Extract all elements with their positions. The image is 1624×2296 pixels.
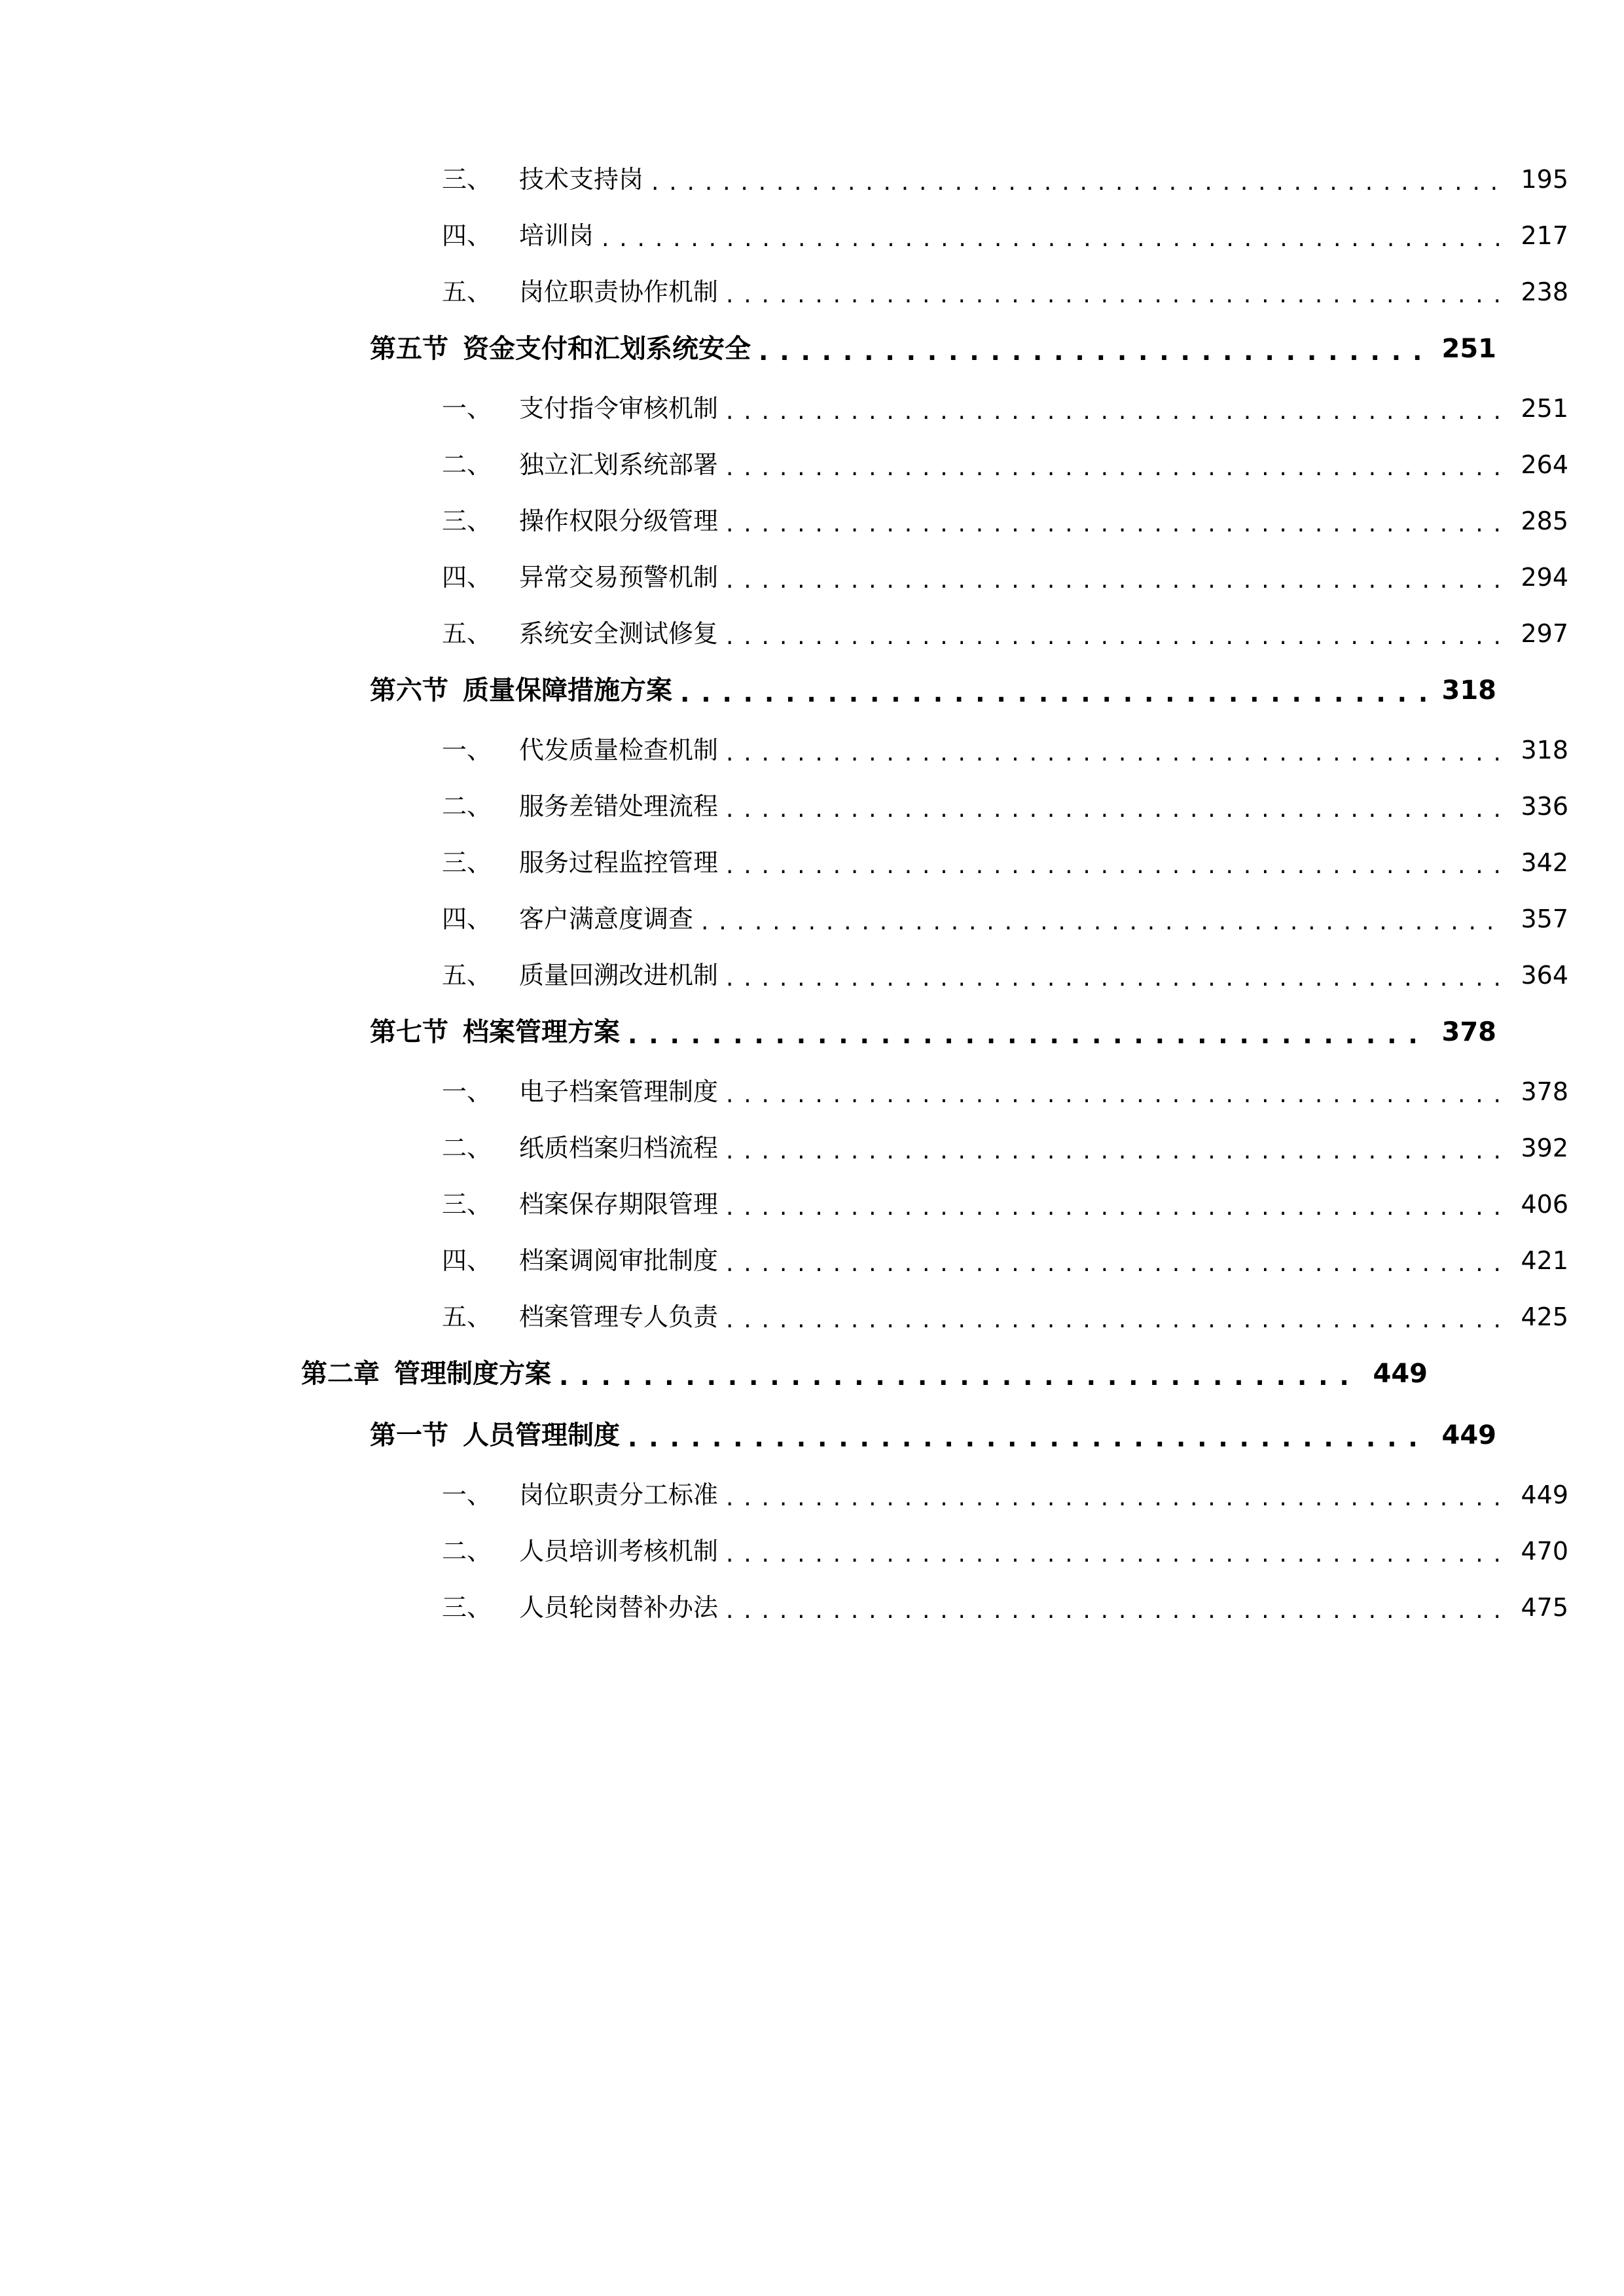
- toc-entry-number: 三、: [442, 1190, 492, 1219]
- toc-entry-page-number: 264: [1521, 450, 1568, 479]
- toc-entry-page-number: 318: [1441, 675, 1496, 706]
- toc-entry-page-number: 336: [1521, 792, 1568, 821]
- toc-leader-dots: [726, 964, 1502, 988]
- toc-leader-dots: [701, 908, 1502, 931]
- toc-entry[interactable]: [301, 167, 1568, 192]
- toc-entry-title: 电子档案管理制度: [519, 1077, 719, 1106]
- toc-leader-dots: [726, 281, 1502, 304]
- toc-entry-page-number: 425: [1521, 1302, 1568, 1331]
- toc-leader-dots: [726, 1540, 1502, 1564]
- toc-entry-title: 资金支付和汇划系统安全: [463, 334, 751, 364]
- toc-leader-dots: [726, 852, 1502, 875]
- toc-entry[interactable]: [301, 1539, 1568, 1564]
- toc-entry-title: 服务差错处理流程: [519, 792, 719, 821]
- toc-entry[interactable]: [301, 1248, 1568, 1273]
- toc-entry-page-number: 251: [1521, 394, 1568, 423]
- toc-entry-number: 四、: [442, 221, 492, 250]
- table-of-contents: [301, 165, 1568, 1622]
- toc-entry-title: 独立汇划系统部署: [519, 450, 719, 479]
- toc-entry[interactable]: [301, 1019, 1496, 1045]
- toc-entry-title: 质量保障措施方案: [463, 675, 672, 706]
- toc-entry-number: 二、: [442, 1537, 492, 1566]
- toc-entry[interactable]: [301, 452, 1568, 477]
- toc-entry-number: 四、: [442, 563, 492, 592]
- toc-leader-dots: [759, 337, 1430, 362]
- toc-leader-dots: [726, 397, 1502, 421]
- toc-entry-number: 四、: [442, 905, 492, 933]
- toc-entry-page-number: 342: [1521, 848, 1568, 877]
- toc-entry-number: 一、: [442, 394, 492, 423]
- toc-entry-page-number: 378: [1441, 1017, 1496, 1047]
- toc-leader-dots: [726, 1596, 1502, 1620]
- toc-entry-number: 第一节: [370, 1420, 448, 1450]
- toc-entry-title: 人员培训考核机制: [519, 1537, 719, 1566]
- toc-entry-page-number: 318: [1521, 736, 1568, 764]
- toc-leader-dots: [726, 454, 1502, 477]
- toc-leader-dots: [726, 1484, 1502, 1507]
- toc-entry-number: 第二章: [301, 1359, 380, 1389]
- toc-entry-number: 五、: [442, 961, 492, 990]
- toc-entry-page-number: 297: [1521, 619, 1568, 648]
- toc-leader-dots: [726, 622, 1502, 646]
- toc-entry-title: 岗位职责分工标准: [519, 1480, 719, 1509]
- toc-entry-number: 三、: [442, 848, 492, 877]
- toc-entry-title: 培训岗: [519, 221, 594, 250]
- toc-leader-dots: [680, 679, 1430, 704]
- toc-entry[interactable]: [301, 1595, 1568, 1620]
- toc-leader-dots: [651, 168, 1502, 192]
- toc-entry-page-number: 475: [1521, 1593, 1568, 1622]
- toc-entry-title: 档案管理方案: [463, 1017, 620, 1047]
- toc-entry-number: 二、: [442, 792, 492, 821]
- toc-entry-number: 第五节: [370, 334, 448, 364]
- toc-entry-number: 五、: [442, 619, 492, 648]
- toc-entry[interactable]: [301, 336, 1496, 362]
- toc-entry[interactable]: [301, 279, 1568, 304]
- toc-entry-page-number: 357: [1521, 905, 1568, 933]
- toc-entry[interactable]: [301, 621, 1568, 646]
- toc-entry-number: 第七节: [370, 1017, 448, 1047]
- toc-entry[interactable]: [301, 1482, 1568, 1507]
- toc-leader-dots: [726, 795, 1502, 819]
- toc-leader-dots: [726, 566, 1502, 590]
- toc-entry-page-number: 421: [1521, 1246, 1568, 1275]
- toc-entry-title: 服务过程监控管理: [519, 848, 719, 877]
- toc-entry[interactable]: [301, 1422, 1496, 1448]
- toc-entry-number: 三、: [442, 165, 492, 194]
- toc-entry-number: 四、: [442, 1246, 492, 1275]
- toc-entry-title: 纸质档案归档流程: [519, 1134, 719, 1162]
- toc-entry-number: 五、: [442, 1302, 492, 1331]
- toc-entry-page-number: 238: [1521, 278, 1568, 306]
- toc-leader-dots: [726, 1081, 1502, 1104]
- toc-leader-dots: [602, 224, 1502, 248]
- toc-entry-page-number: 449: [1373, 1359, 1428, 1389]
- toc-entry-page-number: 294: [1521, 563, 1568, 592]
- toc-leader-dots: [726, 510, 1502, 533]
- toc-leader-dots: [628, 1020, 1430, 1045]
- toc-entry-title: 人员管理制度: [463, 1420, 620, 1450]
- toc-entry[interactable]: [301, 1304, 1568, 1329]
- toc-entry[interactable]: [301, 509, 1568, 533]
- toc-entry-page-number: 378: [1521, 1077, 1568, 1106]
- toc-entry-page-number: 364: [1521, 961, 1568, 990]
- toc-entry-number: 三、: [442, 507, 492, 535]
- toc-entry[interactable]: [301, 1136, 1568, 1160]
- toc-entry[interactable]: [301, 738, 1568, 762]
- toc-entry-title: 档案管理专人负责: [519, 1302, 719, 1331]
- toc-entry-title: 质量回溯改进机制: [519, 961, 719, 990]
- toc-entry-title: 技术支持岗: [519, 165, 644, 194]
- toc-leader-dots: [559, 1362, 1361, 1387]
- toc-leader-dots: [628, 1424, 1430, 1448]
- toc-entry-page-number: 449: [1441, 1420, 1496, 1450]
- toc-entry-title: 客户满意度调查: [519, 905, 694, 933]
- toc-leader-dots: [726, 1137, 1502, 1160]
- toc-entry-number: 第六节: [370, 675, 448, 706]
- toc-entry-number: 二、: [442, 450, 492, 479]
- toc-entry[interactable]: [301, 850, 1568, 875]
- toc-entry-number: 五、: [442, 278, 492, 306]
- toc-entry[interactable]: [301, 396, 1568, 421]
- toc-entry-page-number: 217: [1521, 221, 1568, 250]
- toc-leader-dots: [726, 739, 1502, 762]
- toc-entry-number: 二、: [442, 1134, 492, 1162]
- toc-entry[interactable]: [301, 223, 1568, 248]
- toc-entry-page-number: 392: [1521, 1134, 1568, 1162]
- toc-entry[interactable]: [301, 677, 1496, 704]
- toc-entry-page-number: 449: [1521, 1480, 1568, 1509]
- toc-entry-title: 代发质量检查机制: [519, 736, 719, 764]
- toc-leader-dots: [726, 1249, 1502, 1273]
- toc-entry-page-number: 251: [1441, 334, 1496, 364]
- toc-entry-page-number: 470: [1521, 1537, 1568, 1566]
- toc-leader-dots: [726, 1193, 1502, 1217]
- toc-entry-page-number: 285: [1521, 507, 1568, 535]
- toc-entry-number: 一、: [442, 1077, 492, 1106]
- toc-entry[interactable]: [301, 1192, 1568, 1217]
- toc-leader-dots: [726, 1306, 1502, 1329]
- toc-entry-title: 人员轮岗替补办法: [519, 1593, 719, 1622]
- toc-entry[interactable]: [301, 794, 1568, 819]
- toc-entry-title: 档案调阅审批制度: [519, 1246, 719, 1275]
- toc-entry-number: 三、: [442, 1593, 492, 1622]
- toc-entry-title: 操作权限分级管理: [519, 507, 719, 535]
- toc-entry-title: 管理制度方案: [394, 1359, 551, 1389]
- toc-entry-title: 异常交易预警机制: [519, 563, 719, 592]
- toc-entry-title: 档案保存期限管理: [519, 1190, 719, 1219]
- toc-entry[interactable]: [301, 963, 1568, 988]
- toc-entry-page-number: 195: [1521, 165, 1568, 194]
- toc-entry-title: 支付指令审核机制: [519, 394, 719, 423]
- toc-entry[interactable]: [301, 1079, 1568, 1104]
- toc-entry-page-number: 406: [1521, 1190, 1568, 1219]
- toc-entry-number: 一、: [442, 736, 492, 764]
- toc-entry[interactable]: [301, 565, 1568, 590]
- toc-entry-title: 岗位职责协作机制: [519, 278, 719, 306]
- toc-entry-number: 一、: [442, 1480, 492, 1509]
- toc-entry[interactable]: [301, 1361, 1428, 1387]
- toc-entry-title: 系统安全测试修复: [519, 619, 719, 648]
- toc-entry[interactable]: [301, 906, 1568, 931]
